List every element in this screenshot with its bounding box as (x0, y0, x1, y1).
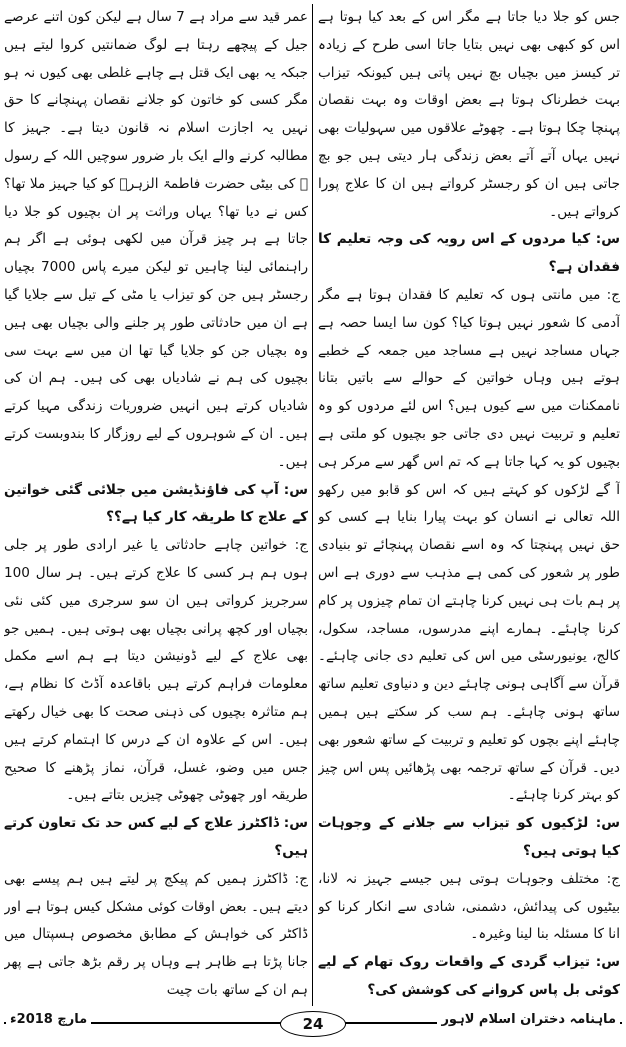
interview-question: س: ڈاکٹرز علاج کے لیے کس حد تک تعاون کرتے ہیں؟ (4, 815, 308, 859)
interview-paragraph: ج: میں مانتی ہوں کہ تعلیم کا فقدان ہوتا ہے مگر آدمی کا شعور نہیں ہوتا کیا؟ کون سا ایسا حصہ ہے جہاں مساجد نہیں ہے مساجد میں جمعہ کے خطبے ہوتے ہیں وہاں خواتین کے حوالے سے باتیں بتانا ناممکنات میں سے کیوں ہیں؟ اس لئے مردوں کو وہ تعلیم و تربیت نہیں دی جاتی جو بچیوں کو ملتی ہے بچیوں کو یہ کہا جاتا ہے کہ تم اس گھر سے مرکر ہی آ گے لڑکوں کو کہتے ہیں کہ اس کو قابو میں رکھو اللہ تعالی نے انسان کو بہت پیارا بنایا ہے کسی کو حق نہیں پہنچتا کہ وہ اسے نقصان پہنچائے تو بنیادی طور پر شعور کی کمی ہے مذہب سے دوری ہے اس پر ہم بات ہی نہیں کرنا چاہتے ان تمام چیزوں پر کام کرنا چاہئے۔ ہمارے اپنے مدرسوں، مساجد، سکول، کالج، یونیورسٹی میں اس کی تعلیم دی جانی چاہئے۔ قرآن سے آگاہی ہونی چاہئے دین و دنیاوی تعلیم ساتھ ساتھ ہونی چاہئے۔ ہم سب کر سکتے ہیں ہمیں چاہئے اپنے بچوں کو تعلیم و تربیت کے ساتھ شعور بھی دیں۔ قرآن کے ساتھ ترجمہ بھی پڑھائیں پس اس چیز کو بہتر کرنا چاہئے۔ (318, 286, 620, 804)
interview-paragraph: ج: ڈاکٹرز ہمیں کم پیکج پر لیتے ہیں ہم پیسے بھی دیتے ہیں۔ بعض اوقات کوئی مشکل کیس ہوتا ہے اور ڈاکٹر کی خواہش کے مطابق مخصوص ہسپتال میں جانا پڑتا ہے ظاہر ہے وہاں پر رقم بڑھ جاتی ہے پھر ہم ان کے ساتھ بات چیت (4, 870, 308, 998)
left-column (4, 4, 308, 1008)
interview-paragraph: جس کو جلا دیا جاتا ہے مگر اس کے بعد کیا ہوتا ہے اس کو کبھی بھی نہیں بتایا جاتا اسی طرح کے زیادہ تر کیسز میں بچیاں بچ نہیں پاتی ہیں کیونکہ تیزاب بہت خطرناک ہوتا ہے بعض اوقات وہ بہت نقصان پہنچا چکا ہوتا ہے۔ چھوٹے علاقوں میں سہولیات بھی نہیں یہاں آتے آتے بعض زندگی ہار دیتی ہیں جو بچ جاتی ہیں ان کو رجسٹر کرواتے ہیں ان کا علاج پورا کرواتے ہیں۔ (318, 9, 620, 220)
interview-question: س: لڑکیوں کو تیزاب سے جلانے کے وجوہات کیا ہوتی ہیں؟ (318, 815, 620, 859)
interview-question: س: آپ کی فاؤنڈیشن میں جلائی گئی خواتین کے علاج کا طریقہ کار کیا ہے؟؟ (4, 481, 308, 526)
interview-paragraph: ج: مختلف وجوہات ہوتی ہیں جیسے جہیز نہ لانا، بیٹیوں کی پیدائش، دشمنی، شادی سے انکار کرنا کو انا کا مسئلہ بنا لینا وغیرہ۔ (318, 870, 620, 943)
interview-paragraph: عمر قید سے مراد ہے 7 سال ہے لیکن کون اتنے عرصے جیل کے پیچھے رہتا ہے لوگ ضمانتیں کروا لیتے ہیں جبکہ یہ بھی ایک قتل ہے چاہے غلطی بھی کیوں نہ ہو مگر کسی کو خاتون کو جلانے نقصان پہنچانے کا حق نہیں یہ اجازت اسلام نہ قانون دیتا ہے۔ جہیز کا مطالبہ کرنے والے ایک بار ضرور سوچیں اللہ کے رسول ﷺ کی بیٹی حضرت فاطمۃ الزہرؓ کو کیا جہیز ملا تھا؟ کس نے دیا تھا؟ یہاں وراثت پر ان بچیوں کو جلا دیا جاتا ہے ہر چیز قرآن میں لکھی ہوئی ہے اگر ہم راہنمائی لینا چاہیں تو لیکن میرے پاس 7000 بچیاں رجسٹر ہیں جن کو تیزاب یا مٹی کے تیل سے جلایا گیا ہے ان میں حادثاتی طور پر جلنے والی بچیاں بھی ہیں وہ بچیاں جن کو جلایا گیا تھا ان میں سے بہت سی بچیوں کی ہم نے شادیاں بھی کی ہیں۔ ہم ان کی شادیاں کرتے ہیں انہیں ضروریات زندگی مہیا کرتے ہیں۔ ان کے شوہروں کے لیے روزگار کا بندوبست کرتے ہیں۔ (4, 9, 308, 470)
issue-date: مارچ 2018ء (6, 1012, 91, 1027)
interview-question: س: کیا مردوں کے اس رویہ کی وجہ تعلیم کا فقدان ہے؟ (318, 231, 620, 276)
magazine-name: ماہنامہ دختران اسلام لاہور (437, 1012, 620, 1027)
column-divider (312, 4, 313, 1006)
interview-question: س: تیزاب گردی کے واقعات روک تھام کے لیے کوئی بل پاس کروانے کی کوشش کی؟ (318, 954, 620, 998)
interview-paragraph: ج: خواتین چاہے حادثاتی یا غیر ارادی طور پر جلی ہوں ہم ہر کسی کا علاج کرتے ہیں۔ ہر سال 100 سرجریز کرواتی ہیں ان سو سرجری میں کئی نئی بچیاں اور کچھ پرانی بچیاں بھی ہوتی ہیں۔ ہمیں جو بھی علاج کے لیے ڈونیشن دیتا ہے ہم اسے مکمل معلومات فراہم کرتے ہیں باقاعدہ آڈٹ کا نظام ہے، ہم متاثرہ بچیوں کی ذہنی صحت کا بھی خیال رکھتے ہیں۔ اس کے علاوہ ان کے درس کا اہتمام کرتے ہیں جس میں وضو، غسل، قرآن، نماز پڑھنے کا صحیح طریقہ اور چھوٹی چھوٹی چیزیں بتاتے ہیں۔ (4, 537, 308, 804)
right-column (318, 4, 620, 1008)
page-number: 24 (280, 1011, 346, 1037)
interview-paragraph (318, 1005, 620, 1008)
